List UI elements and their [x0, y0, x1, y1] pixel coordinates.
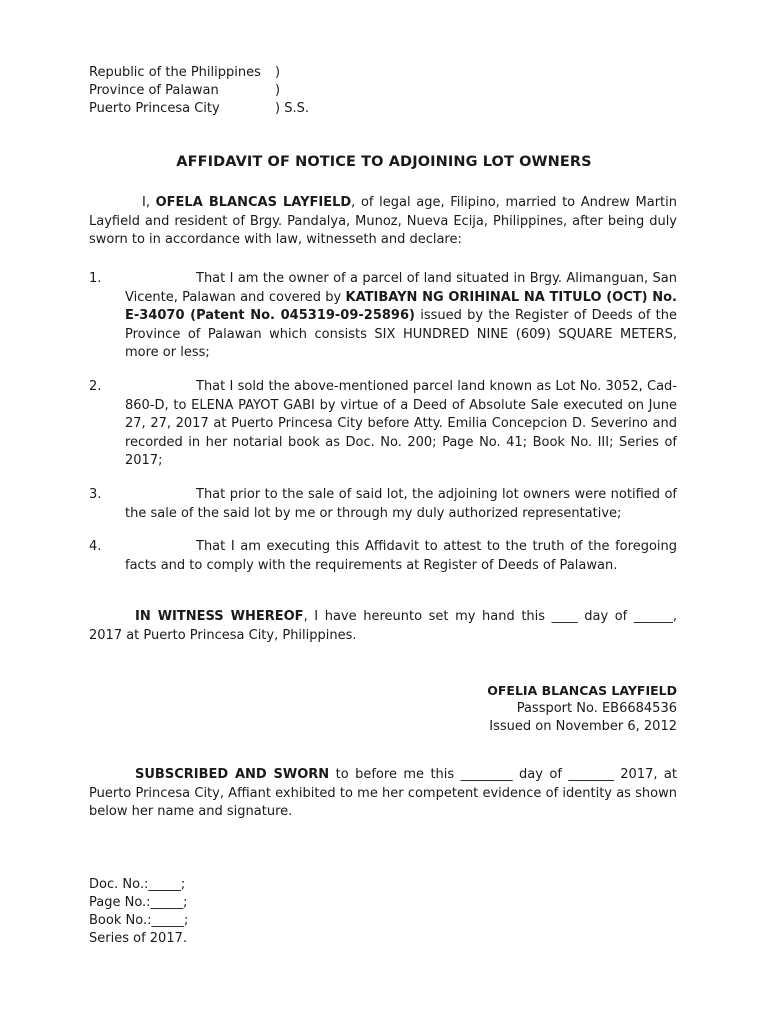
item-text-part: That I am the owner of a parcel of land situated in Brgy. Alimanguan, San Vicente, Palawan and covered by [125, 271, 677, 305]
item-number: 1. [89, 271, 102, 286]
venue-country: Republic of the Philippines [89, 65, 261, 80]
item-text [125, 270, 677, 363]
intro-pre: I, [142, 195, 156, 210]
venue-paren: ) [275, 65, 281, 80]
doc-number: Doc. No.:_____; [89, 877, 186, 892]
list-item [89, 486, 677, 523]
passport-issue-date: Issued on November 6, 2012 [489, 719, 677, 734]
item-text-part: issued by the Register of Deeds of the Province of Palawan which consists SIX HUNDRED NINE (609) SQUARE METERS, more or less; [125, 308, 678, 361]
document-title: AFFIDAVIT OF NOTICE TO ADJOINING LOT OWNERS [176, 154, 592, 170]
jurat-text: to before me this ________ day of _______ 2017, at Puerto Princesa City, Affiant exhibited to me her competent evidence of identity as shown below her name and signature. [89, 767, 677, 820]
intro-paragraph [89, 194, 677, 250]
page-number: Page No.:_____; [89, 895, 188, 910]
list-item [89, 378, 677, 471]
venue-city: Puerto Princesa City [89, 101, 220, 116]
item-number: 3. [89, 487, 102, 502]
witness-paragraph [89, 608, 677, 645]
signature-block [487, 682, 677, 736]
item-text: That I am executing this Affidavit to attest to the truth of the foregoing facts and to comply with the requirements at Register of Deeds of Palawan. [125, 539, 677, 573]
jurat-heading: SUBSCRIBED AND SWORN [135, 767, 330, 782]
intro-rest: , of legal age, Filipino, married to Andrew Martin Layfield and resident of Brgy. Pandalya, Munoz, Nueva Ecija, Philippines, after being duly sworn to in accordance with law, witnesseth and declare: [89, 195, 677, 248]
venue-row-city [89, 100, 309, 118]
venue-row-province [89, 82, 309, 100]
venue-block [89, 64, 309, 118]
book-number: Book No.:_____; [89, 913, 189, 928]
list-item [89, 538, 677, 575]
passport-number: Passport No. EB6684536 [516, 701, 677, 716]
item-text: That prior to the sale of said lot, the adjoining lot owners were notified of the sale of the said lot by me or through my duly authorized representative; [125, 487, 677, 521]
signatory-name: OFELIA BLANCAS LAYFIELD [487, 683, 677, 698]
jurat-paragraph [89, 766, 677, 822]
notarial-register [89, 876, 188, 948]
item-text: That I sold the above-mentioned parcel land known as Lot No. 3052, Cad-860-D, to ELENA PAYOT GABI by virtue of a Deed of Absolute Sale executed on June 27, 27, 2017 at Puerto Princesa City before Atty. Emilia Concepcion D. Severino and recorded in her notarial book as Doc. No. 200; Page No. 41; Book No. III; Series of 2017; [125, 379, 677, 469]
title-reference: KATIBAYN NG ORIHINAL NA TITULO (OCT) No. E-34070 (Patent No. 045319-09-25896) [125, 289, 677, 324]
witness-heading: IN WITNESS WHEREOF [135, 609, 304, 624]
venue-ss: ) S.S. [275, 101, 309, 116]
item-number: 4. [89, 539, 102, 554]
affiant-name: OFELA BLANCAS LAYFIELD [155, 195, 352, 210]
item-number: 2. [89, 379, 102, 394]
witness-text: , I have hereunto set my hand this ____ day of ______, 2017 at Puerto Princesa City, Philippines. [89, 609, 677, 643]
venue-row-country [89, 64, 309, 82]
series-year: Series of 2017. [89, 931, 187, 946]
venue-province: Province of Palawan [89, 83, 219, 98]
list-item [89, 270, 677, 363]
venue-paren: ) [275, 83, 281, 98]
